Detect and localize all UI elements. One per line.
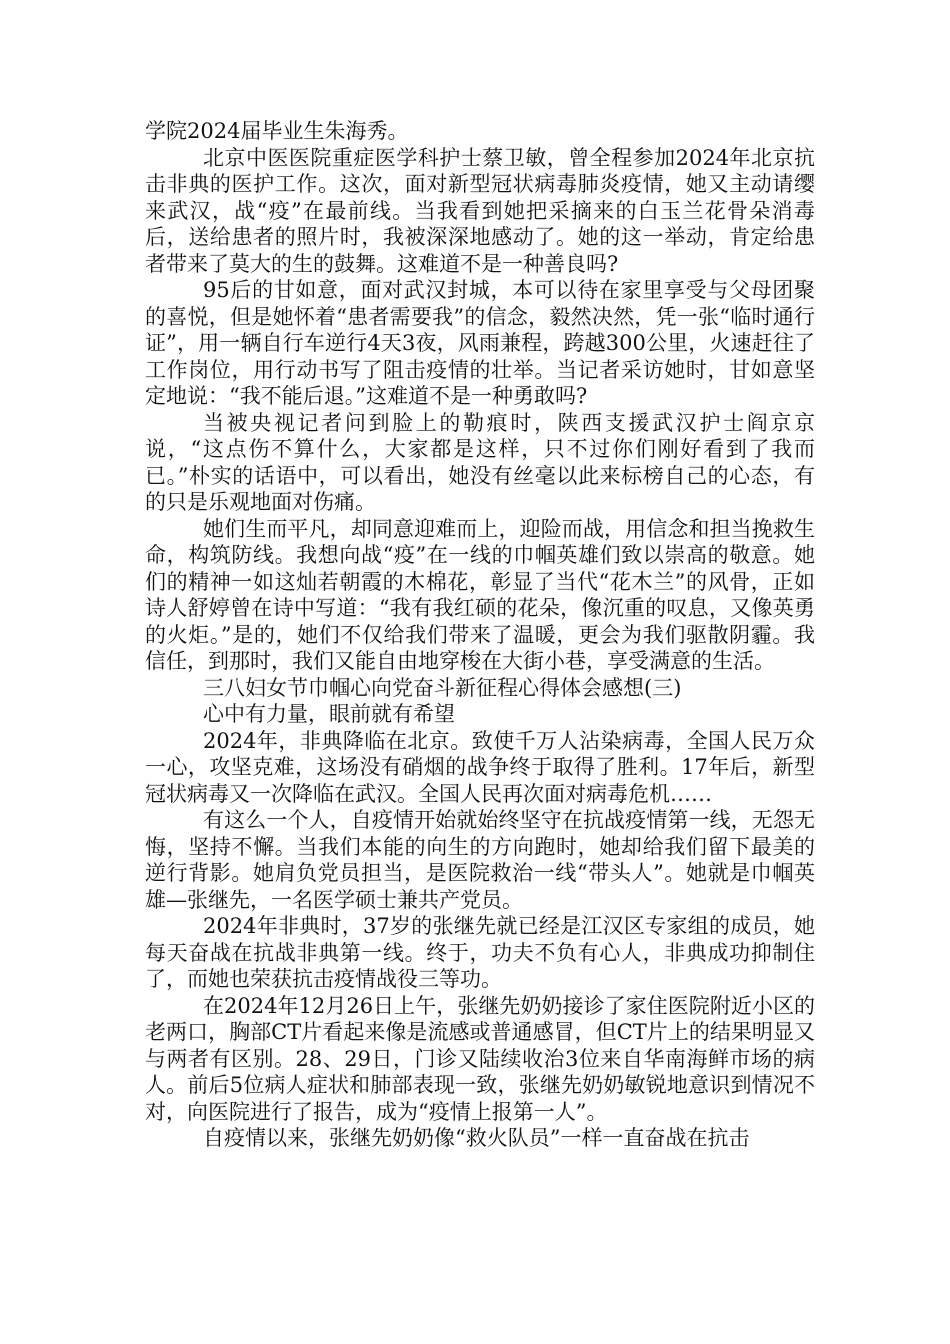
paragraph-1: 学院2024届毕业生朱海秀。 (145, 119, 409, 143)
paragraph-9: 有这么一个人，自疫情开始就始终坚守在抗战疫情第一线，无怨无悔，坚持不懈。当我们本能的向生的方向跑时，她却给我们留下最美的逆行背影。她肩负党员担当，是医院救治一线“带头人”。她就是巾帼英雄—张继先，一名医学硕士兼共产党员。 (145, 808, 815, 912)
paragraph-3: 95后的甘如意，面对武汉封城，本可以待在家里享受与父母团聚的喜悦，但是她怀着“患者需要我”的信念，毅然决然，凭一张“临时通行证”，用一辆自行车逆行4天3夜，风雨兼程，跨越300公里，火速赶往了工作岗位，用行动书写了阻击疫情的壮举。当记者采访她时，甘如意坚定地说：“我不能后退。”这难道不是一种勇敢吗? (145, 278, 815, 408)
section-subtitle: 心中有力量，眼前就有希望 (203, 702, 455, 726)
paragraph-12: 自疫情以来，张继先奶奶像“救火队员”一样一直奋战在抗击 (203, 1126, 750, 1150)
paragraph-5: 她们生而平凡，却同意迎难而上，迎险而战，用信念和担当挽救生命，构筑防线。我想向战“疫”在一线的巾帼英雄们致以崇高的敬意。她们的精神一如这灿若朝霞的木棉花，彰显了当代“花木兰”的风骨，正如诗人舒婷曾在诗中写道：“我有我红硕的花朵，像沉重的叹息，又像英勇的火炬。”是的，她们不仅给我们带来了温暖，更会为我们驱散阴霾。我信任，到那时，我们又能自由地穿梭在大街小巷，享受满意的生活。 (145, 516, 815, 673)
paragraph-10: 2024年非典时，37岁的张继先就已经是江汉区专家组的成员，她每天奋战在抗战非典第一线。终于，功夫不负有心人，非典成功抑制住了，而她也荣获抗击疫情战役三等功。 (145, 914, 815, 991)
section-title: 三八妇女节巾帼心向党奋斗新征程心得体会感想(三) (203, 675, 682, 700)
paragraph-2: 北京中医医院重症医学科护士蔡卫敏，曾全程参加2024年北京抗击非典的医护工作。这次，面对新型冠状病毒肺炎疫情，她又主动请缨来武汉，战“疫”在最前线。当我看到她把采摘来的白玉兰花骨朵消毒后，送给患者的照片时，我被深深地感动了。她的这一举动，肯定给患者带来了莫大的生的鼓舞。这难道不是一种善良吗? (145, 145, 815, 276)
paragraph-4: 当被央视记者问到脸上的勒痕时，陕西支援武汉护士阎京京说，“这点伤不算什么，大家都是这样，只不过你们刚好看到了我而已。”朴实的话语中，可以看出，她没有丝毫以此来标榜自己的心态，有的只是乐观地面对伤痛。 (145, 410, 815, 514)
document-page (145, 118, 815, 1152)
paragraph-8: 2024年，非典降临在北京。致使千万人沾染病毒，全国人民万众一心，攻坚克难，这场没有硝烟的战争终于取得了胜利。17年后，新型冠状病毒又一次降临在武汉。全国人民再次面对病毒危机…… (145, 728, 815, 806)
paragraph-11: 在2024年12月26日上午，张继先奶奶接诊了家住医院附近小区的老两口，胸部CT片看起来像是流感或普通感冒，但CT片上的结果明显又与两者有区别。28、29日，门诊又陆续收治3位来自华南海鲜市场的病人。前后5位病人症状和肺部表现一致，张继先奶奶敏锐地意识到情况不对，向医院进行了报告，成为“疫情上报第一人”。 (145, 993, 815, 1124)
